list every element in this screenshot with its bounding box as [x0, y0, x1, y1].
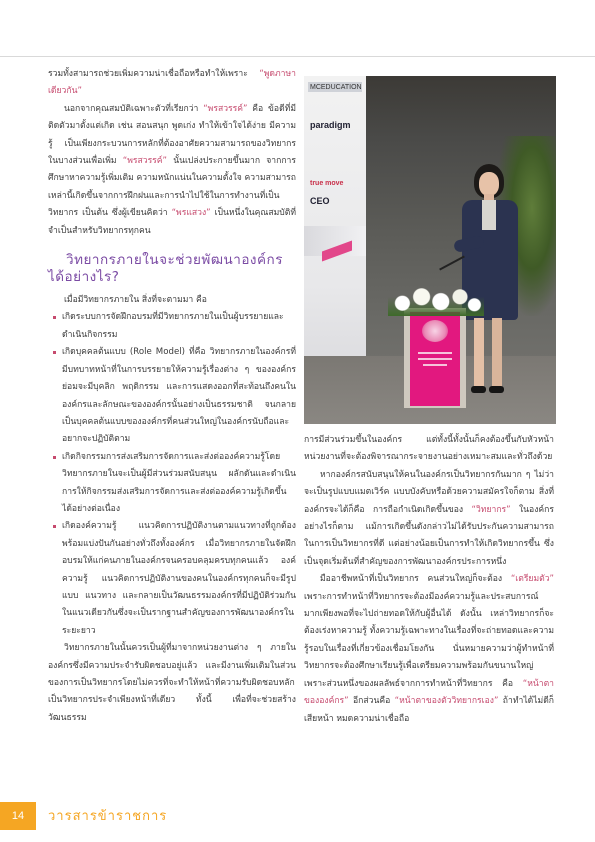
section-heading [48, 252, 296, 286]
banner-text: true move [310, 180, 344, 187]
speaker-photo [304, 76, 556, 424]
header-rule [0, 56, 595, 57]
highlighted-term: “พรแสวง” [171, 208, 211, 219]
text-run: ถ้าทำได้ไม่ดีก็เสียหน้า หมดความน่าเชื่อถือ [304, 696, 554, 724]
right-column [304, 432, 554, 728]
text-run: การมีส่วนร่วมขึ้นในองค์กร แต่ทั้งนี้ทั้งนั้นก็คงต้องขึ้นกับหัวหน้าหน่วยงานที่จะต้องพิจารณากระจายงานอย่างเหมาะสมและทั่วถึงด้วย [304, 435, 554, 463]
banner-text: MCEDUCATION [310, 84, 362, 91]
text-run: หากองค์กรสนับสนุนให้คนในองค์กรเป็นวิทยากรกันมาก ๆ ไม่ว่าจะเป็นรูปแบบแมตเวิร์ค แบบบังคับหรือด้วยความสมัครใจก็ตาม สิ่งที่องค์กรจะได้ก็คือ การถือกำเนิดเกิดขึ้นของ [304, 469, 554, 515]
text-run: นอกจากคุณสมบัติเฉพาะตัวที่เรียกว่า [64, 103, 204, 114]
highlighted-term: “เตรียมตัว” [510, 574, 554, 585]
text-run: อีกส่วนคือ [348, 696, 395, 707]
highlighted-term: “พูดภาษาเดียวกัน” [48, 69, 296, 97]
flower-arrangement [388, 284, 484, 316]
lead-paragraph: เมื่อมีวิทยากรภายใน สิ่งที่จะตามมา คือ [64, 295, 207, 306]
left-column [48, 66, 296, 727]
benefit-list [48, 309, 296, 640]
right-paragraph-2 [304, 467, 554, 571]
text-run: นั้นเปล่งประกายขึ้นมาก จากการศึกษาหาความรู้เพิ่มเติม ความหนักแน่นในความตั้งใจ ความสามารถเหล่านี้เกิดขึ้นจากการฝึกฝนและการนำไปใช้ในการทำงานที่เป็นวิทยากร เป็นต้น ซึ่งผู้เขียนคิดว่า [48, 156, 296, 219]
right-paragraph-3 [304, 571, 554, 728]
podium-sign [410, 312, 460, 406]
text-run: รวมทั้งสามารถช่วยเพิ่มความน่าเชื่อถือหรือทำให้เพราะ [48, 69, 260, 79]
highlighted-term: “วิทยากร” [471, 504, 511, 515]
text-run: เพราะการทำหน้าที่วิทยากรจะต้องมีองค์ความรู้และประสบการณ์มากเพียงพอที่จะไปถ่ายทอดให้กับผู้อื่นได้ ดังนั้น เหล่าวิทยากรก็จะต้องเร่งหาความรู้ ทั้งความรู้เฉพาะทางในเรื่องที่จะถ่ายทอดและความรู้รอบในเรื่องที่เกี่ยวข้องเชื่อมโยงกัน นั่นหมายความว่าผู้ทำหน้าที่วิทยากรจะต้องศึกษาเรียนรู้เพื่อเตรียมความพร้อมกันขนานใหญ่ เพราะส่วนหนึ่งของผลลัพธ์จากการทำหน้าที่วิทยากร คือ [304, 591, 554, 689]
text-run: มืออาชีพหน้าที่เป็นวิทยากร คนส่วนใหญ่ก็จะต้อง [320, 574, 511, 585]
magazine-title: วารสารข้าราชการ [48, 809, 168, 824]
page-number: 14 [0, 802, 36, 830]
text-run: คือ ข้อดีที่มีติดตัวมาตั้งแต่เกิด เช่น สอนสนุก พูดเก่ง ทำให้เข้าใจได้ง่าย มีความรู้ เป็นเพียงกระบวนการหลักที่ต้องอาศัยความสามารถของวิทยากรในบางส่วนเพื่อเพิ่ม [48, 103, 296, 167]
highlighted-term: “หน้าตาของตัววิทยากรเอง” [394, 696, 499, 707]
highlighted-term: “หน้าตาขององค์กร” [304, 678, 554, 707]
section-heading-line-1: วิทยากรภายในจะช่วยพัฒนาองค์กร [66, 252, 283, 269]
banner-text: paradigm [310, 120, 351, 130]
highlighted-term: “พรสวรรค์” [122, 156, 168, 167]
intro-paragraph-2 [48, 101, 296, 240]
banner-text: CEO [310, 196, 330, 206]
podium [404, 308, 466, 408]
intro-paragraph-1 [48, 66, 296, 101]
benefit-item: เกิดองค์ความรู้ แนวคิดการปฏิบัติงานตามแนวทางที่ถูกต้องพร้อมแบ่งปันกันอย่างทั่วถึงทั้งองค์กร เมื่อวิทยากรภายในจัดฝึกอบรมให้แก่คนภายในองค์กรจนครอบคลุมครบทุกคนแล้ว องค์ความรู้ แนวคิดการปฏิบัติงานของคนในองค์กรทุกคนก็จะมีรูปแบบ แนวทาง และกลายเป็นวัฒนธรรมองค์กรที่มีปฏิบัติร่วมกันในแนวเดียวกันซึ่งจะเป็นรากฐานสำคัญของการพัฒนาองค์กรในระยะยาว [62, 518, 296, 640]
benefit-item: เกิดบุคคลต้นแบบ (Role Model) ที่คือ วิทยากรภายในองค์กรที่มีบทบาทหน้าที่ในการบรรยายให้ความรู้เรื่องต่าง ๆ ขององค์กร ย่อมจะมีบุคลิก พฤติกรรม และการแสดงออกที่สะท้อนถึงคนในองค์กรและลักษณะขององค์กรนั้นอย่างเป็นธรรมชาติ จนกลายเป็นบุคคลต้นแบบขององค์กรที่คนส่วนใหญ่ในองค์กรนับถือและอยากจะปฏิบัติตาม [62, 344, 296, 448]
right-paragraph-1 [304, 432, 554, 467]
emblem-icon [422, 320, 448, 342]
benefit-item: เกิดระบบการจัดฝึกอบรมที่มีวิทยากรภายในเป็นผู้บรรยายและดำเนินกิจกรรม [62, 309, 296, 344]
text-run: ในองค์กร อย่างไรก็ตาม แม้การเกิดขึ้นดังกล่าวไม่ได้รับประกันความสามารถในการเป็นวิทยากรที่ดี แต่อย่างน้อยเป็นการทำให้เกิดวิทยากรขึ้น ซึ่งเป็นจุดเริ่มต้นที่สำคัญของการพัฒนาองค์กรประการหนึ่ง [304, 504, 554, 567]
closing-paragraph: วิทยากรภายในนั้นควรเป็นผู้ที่มาจากหน่วยงานต่าง ๆ ภายในองค์กรซึ่งมีความประจำรับผิดชอบอยู่แล้ว และมีงานเพิ่มเติมในส่วนของการเป็นวิทยากรโดยไม่ควรที่จะทำให้หน้าที่ความรับผิดชอบหลักเป็นวิทยากรประจำเพียงหน้าที่เดียว ทั้งนี้ เพื่อที่จะช่วยสร้างวัฒนธรรม [48, 643, 296, 723]
section-heading-line-2: ได้อย่างไร? [48, 269, 120, 286]
text-run: เป็นหนึ่งในคุณสมบัติที่จำเป็นสำหรับวิทยากรทุกคน [48, 208, 296, 236]
benefit-item: เกิดกิจกรรมการส่งเสริมการจัดการและส่งต่อองค์ความรู้โดยวิทยากรภายในจะเป็นผู้มีส่วนร่วมสนับสนุน ผลักดันและดำเนินการให้กิจกรรมส่งเสริมการจัดการและส่งต่อองค์ความรู้เกิดขึ้นได้อย่างต่อเนื่อง [62, 449, 296, 519]
highlighted-term: “พรสวรรค์” [203, 103, 248, 114]
